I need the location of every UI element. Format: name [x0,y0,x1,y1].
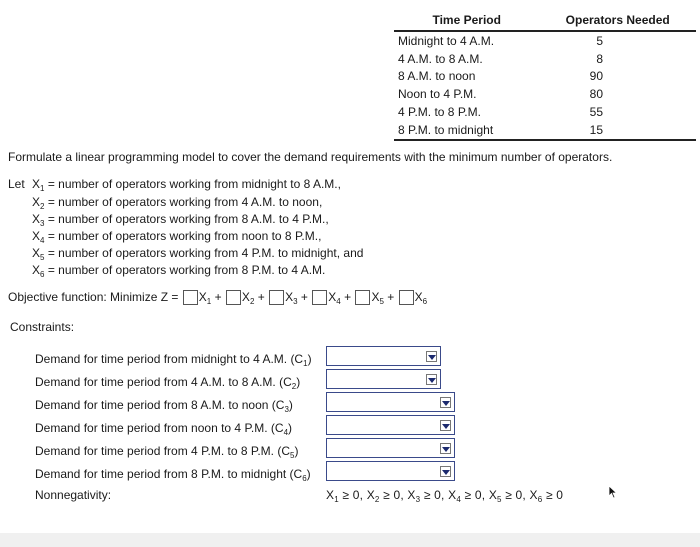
period-cell: 8 P.M. to midnight [394,121,539,140]
coefficient-input-x3[interactable] [269,290,284,305]
constraint-dropdown-c3[interactable] [326,392,455,412]
nonnegativity-label: Nonnegativity: [35,488,112,502]
table-row [394,50,696,68]
period-cell: Noon to 4 P.M. [398,87,477,102]
coefficient-input-x2[interactable] [226,290,241,305]
period-cell: 4 P.M. to 8 P.M. [398,105,481,120]
variable-definition: $X_3$ = number of operators working from 8 A.M. to 4 P.M., [32,212,329,228]
period-cell: Midnight to 4 A.M. [398,33,495,48]
let-label: Let [8,177,25,191]
chevron-down-icon [426,351,437,362]
objective-function: Objective function: Minimize $Z = X_1 + X_2 + X_3 + X_4 + X_5 + X_6$ [8,290,428,306]
table-row [394,31,696,50]
constraint-label: Demand for time period from noon to 4 P.M. $(C_4)$ [35,421,293,437]
constraint-label: Demand for time period from 4 A.M. to 8 A.M. $(C_2)$ [35,375,301,391]
objective-label: Objective function: Minimize Z = [8,290,179,304]
table-row [394,103,696,121]
variable-definition: $X_2$ = number of operators working from 4 A.M. to noon, [32,195,323,211]
operators-cell: 55 [589,105,603,120]
constraints-label: Constraints: [10,320,75,334]
operators-cell: 90 [589,69,603,84]
coefficient-input-x5[interactable] [355,290,370,305]
constraint-label: Demand for time period from 8 P.M. to midnight $(C_6)$ [35,467,311,483]
period-cell: 8 A.M. to noon [398,69,476,84]
constraint-label: Demand for time period from 8 A.M. to noon $(C_3)$ [35,398,293,414]
period-cell: 4 A.M. to 8 A.M. [398,51,483,66]
operators-cell: 8 [596,51,603,66]
operators-cell: 5 [596,33,603,48]
operators-cell: 15 [539,121,696,140]
variable-definition: $X_1$ = number of operators working from midnight to 8 A.M., [32,177,341,193]
coefficient-input-x1[interactable] [183,290,198,305]
chevron-down-icon [440,443,451,454]
problem-prompt: Formulate a linear programming model to cover the demand requirements with the minimum number of operators. [8,150,613,164]
variable-definition: $X_6$ = number of operators working from 8 P.M. to 4 A.M. [32,263,326,279]
operators-cell: 80 [589,87,603,102]
header-operators-needed: Operators Needed [539,10,696,31]
chevron-down-icon [426,374,437,385]
header-time-period: Time Period [394,10,539,31]
constraint-dropdown-c2[interactable] [326,369,441,389]
chevron-down-icon [440,466,451,477]
constraint-label: Demand for time period from 4 P.M. to 8 P.M. $(C_5)$ [35,444,299,460]
table-row [394,68,696,86]
coefficient-input-x6[interactable] [399,290,414,305]
chevron-down-icon [440,397,451,408]
constraint-dropdown-c6[interactable] [326,461,455,481]
constraint-dropdown-c5[interactable] [326,438,455,458]
operators-table [394,10,696,141]
chevron-down-icon [440,420,451,431]
table-row [394,121,696,140]
variable-definition: $X_5$ = number of operators working from 4 P.M. to midnight, and [32,246,364,262]
variable-definition: $X_4$ = number of operators working from noon to 8 P.M., [32,229,322,245]
table-row [394,85,696,103]
constraint-dropdown-c4[interactable] [326,415,455,435]
nonnegativity-conditions: $X_1 \ge 0$, $X_2 \ge 0$, $X_3 \ge 0$, $X_4 \ge 0$, $X_5 \ge 0$, $X_6 \ge 0$ [326,488,564,504]
constraint-dropdown-c1[interactable] [326,346,441,366]
coefficient-input-x4[interactable] [312,290,327,305]
bottom-band [0,533,700,547]
constraint-label: Demand for time period from midnight to 4 A.M. $(C_1)$ [35,352,312,368]
mouse-cursor-icon [608,485,618,499]
